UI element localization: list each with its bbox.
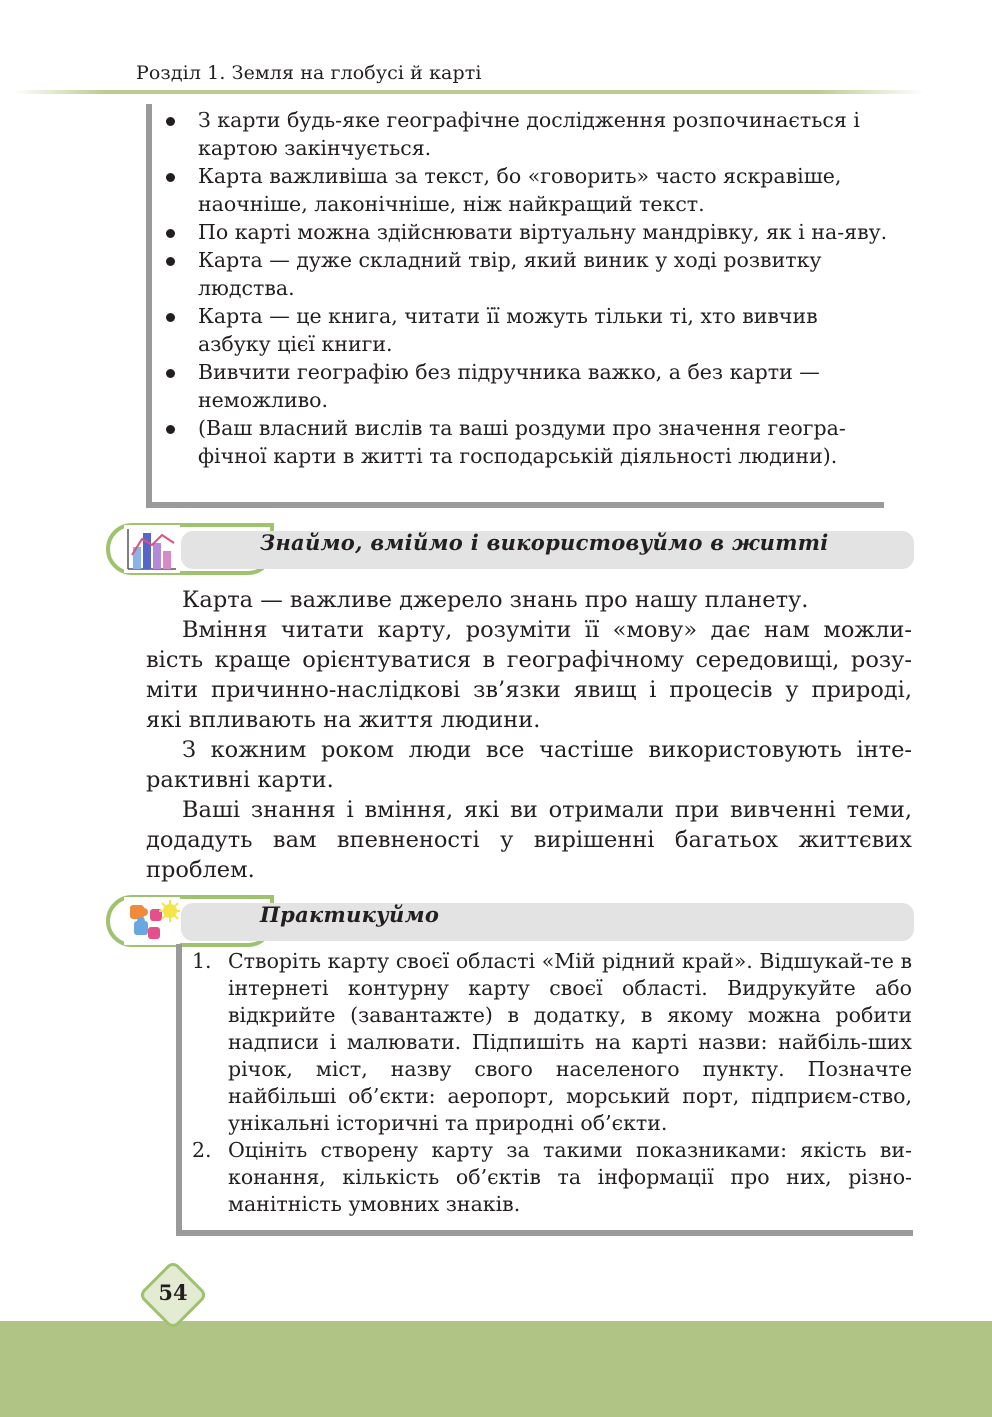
list-item: Карта — дуже складний твір, який виник у ході розвитку людства. xyxy=(152,246,890,302)
footer-band xyxy=(0,1321,992,1417)
section-title: Знаймо, вміймо і використовуймо в житті xyxy=(260,530,829,555)
paragraph: З кожним роком люди все частіше використовують інте-рактивні карти. xyxy=(146,737,912,793)
section-banner-practice xyxy=(106,895,914,949)
practice-box xyxy=(176,944,913,1236)
paragraph: Вміння читати карту, розуміти її «мову» дає нам можли-вість краще орієнтуватися в географічному середовищі, розу-міти причинно-наслідкові зв’язки явищ і процесів у природі, які впливають на життя людини. xyxy=(146,617,912,733)
bar-chart-icon xyxy=(124,525,180,573)
list-item: Карта — це книга, читати її можуть тільки ті, хто вивчив азбуку цієї книги. xyxy=(152,302,890,358)
list-item: Карта важливіша за текст, бо «говорить» часто яскравіше, наочніше, лаконічніше, ніж найкращий текст. xyxy=(152,162,890,218)
section-banner-know xyxy=(106,523,914,577)
list-item: Вивчити географію без підручника важко, а без карти — неможливо. xyxy=(152,358,890,414)
page-header-title: Розділ 1. Земля на глобусі й карті xyxy=(136,62,482,84)
bullet-icon xyxy=(166,257,175,266)
quotes-list xyxy=(152,106,890,470)
quotes-box xyxy=(146,104,888,508)
list-item: По карті можна здійснювати віртуальну мандрівку, як і на-яву. xyxy=(152,218,890,246)
section-body xyxy=(146,585,912,885)
puzzle-icon xyxy=(124,897,180,945)
page-number-badge xyxy=(142,1264,204,1326)
list-item: З карти будь-яке географічне дослідження розпочинається і картою закінчується. xyxy=(152,106,890,162)
bullet-icon xyxy=(166,425,175,434)
header-divider xyxy=(14,90,924,94)
bullet-icon xyxy=(166,369,175,378)
bullet-icon xyxy=(166,229,175,238)
list-item: 2. Оцініть створену карту за такими показниками: якість ви-конання, кількість об’єктів та інформації про них, різно-манітність умовних знаків. xyxy=(192,1138,912,1216)
practice-list xyxy=(192,948,912,1218)
bullet-icon xyxy=(166,313,175,322)
bullet-icon xyxy=(166,117,175,126)
list-item: 1. Створіть карту своєї області «Мій рідний край». Відшукай-те в інтернеті контурну карту своєї області. Видрукуйте або відкрийте (завантажте) в додатку, в якому можна робити надписи і малювати. Підпишіть на карті назви: найбіль-ших річок, міст, назву свого населеного пункту. Позначте найбільші об’єкти: аеропорт, морський порт, підприєм-ство, унікальні історичні та природні об’єкти. xyxy=(192,949,912,1135)
section-title: Практикуймо xyxy=(260,902,440,927)
page-number: 54 xyxy=(158,1280,188,1305)
paragraph: Ваші знання і вміння, які ви отримали при вивченні теми, додадуть вам впевненості у вирішенні багатьох життєвих проблем. xyxy=(146,797,912,883)
paragraph: Карта — важливе джерело знань про нашу планету. xyxy=(182,587,809,613)
bullet-icon xyxy=(166,173,175,182)
list-item: (Ваш власний вислів та ваші роздуми про значення геогра-фічної карти в житті та господарській діяльності людини). xyxy=(152,414,890,470)
